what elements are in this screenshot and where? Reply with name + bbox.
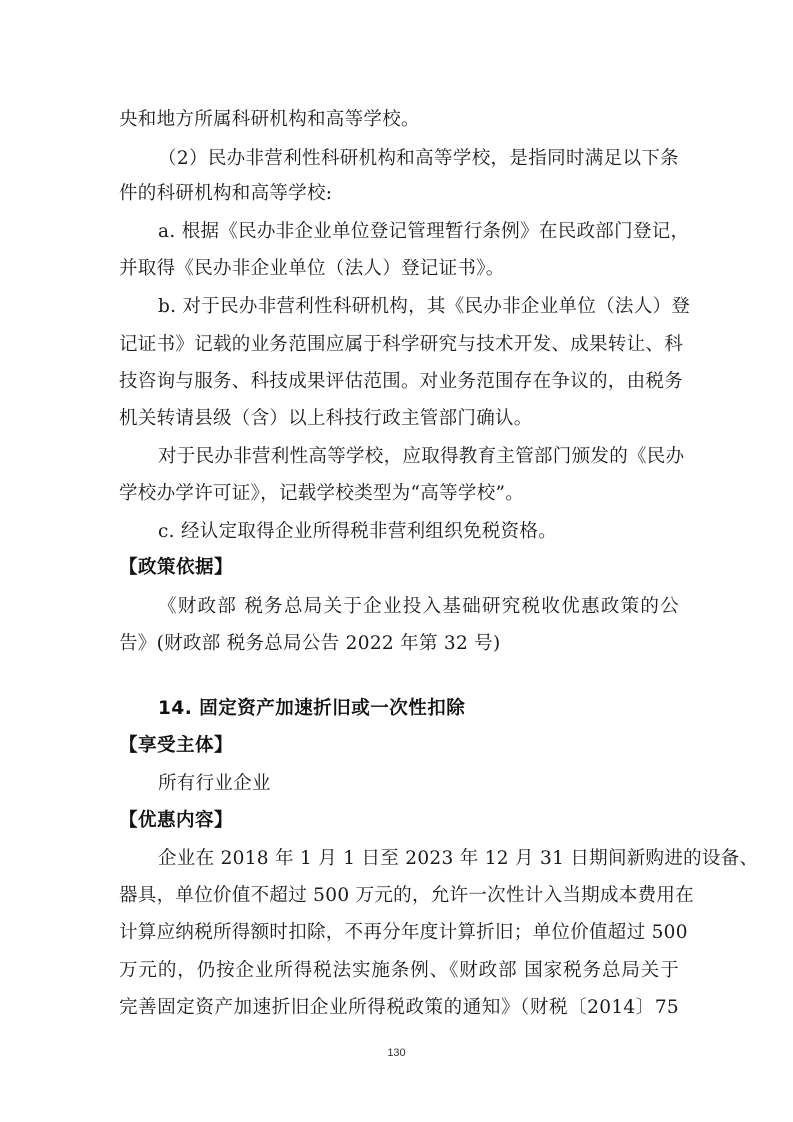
paragraph-line: 对于民办非营利性高等学校，应取得教育主管部门颁发的《民办 [158,446,685,467]
paragraph-line: （2）民办非营利性科研机构和高等学校，是指同时满足以下条 [158,148,679,169]
beneficiary-heading: 【享受主体】 [119,735,234,756]
paragraph-line: 《财政部 税务总局关于企业投入基础研究税收优惠政策的公 [158,596,679,617]
page-number: 130 [387,1047,406,1059]
paragraph-line: 企业在 2018 年 1 月 1 日至 2023 年 12 月 31 日期间新购进的设备、 [158,848,759,869]
content-heading: 【优惠内容】 [119,810,234,831]
paragraph-line: 告》(财政部 税务总局公告 2022 年第 32 号) [119,633,501,654]
paragraph-line: 件的科研机构和高等学校: [119,183,333,204]
paragraph-line: 机关转请县级（含）以上科技行政主管部门确认。 [119,408,533,429]
paragraph-line: 器具，单位价值不超过 500 万元的，允许一次性计入当期成本费用在 [119,885,694,906]
paragraph-line: 万元的，仍按企业所得税法实施条例、《财政部 国家税务总局关于 [119,960,679,981]
paragraph-line: 央和地方所属科研机构和高等学校。 [119,109,420,130]
paragraph-line: 学校办学许可证》，记载学校类型为“高等学校”。 [119,483,525,504]
section-title: 14. 固定资产加速折旧或一次性扣除 [158,698,466,719]
beneficiary-text: 所有行业企业 [158,773,271,794]
policy-basis-heading: 【政策依据】 [119,557,234,578]
paragraph-line: 计算应纳税所得额时扣除，不再分年度计算折旧；单位价值超过 500 [119,922,688,943]
paragraph-line: b. 对于民办非营利性科研机构，其《民办非企业单位（法人）登 [158,296,691,317]
paragraph-line: 技咨询与服务、科技成果评估范围。对业务范围存在争议的，由税务 [119,371,684,392]
paragraph-line: 记证书》记载的业务范围应属于科学研究与技术开发、成果转让、科 [119,334,684,355]
paragraph-line: c. 经认定取得企业所得税非营利组织免税资格。 [158,521,558,542]
paragraph-line: 并取得《民办非企业单位（法人）登记证书》。 [119,258,505,279]
paragraph-line: 完善固定资产加速折旧企业所得税政策的通知》（财税〔2014〕75 [119,997,679,1018]
paragraph-line: a. 根据《民办非企业单位登记管理暂行条例》在民政部门登记， [158,221,690,242]
